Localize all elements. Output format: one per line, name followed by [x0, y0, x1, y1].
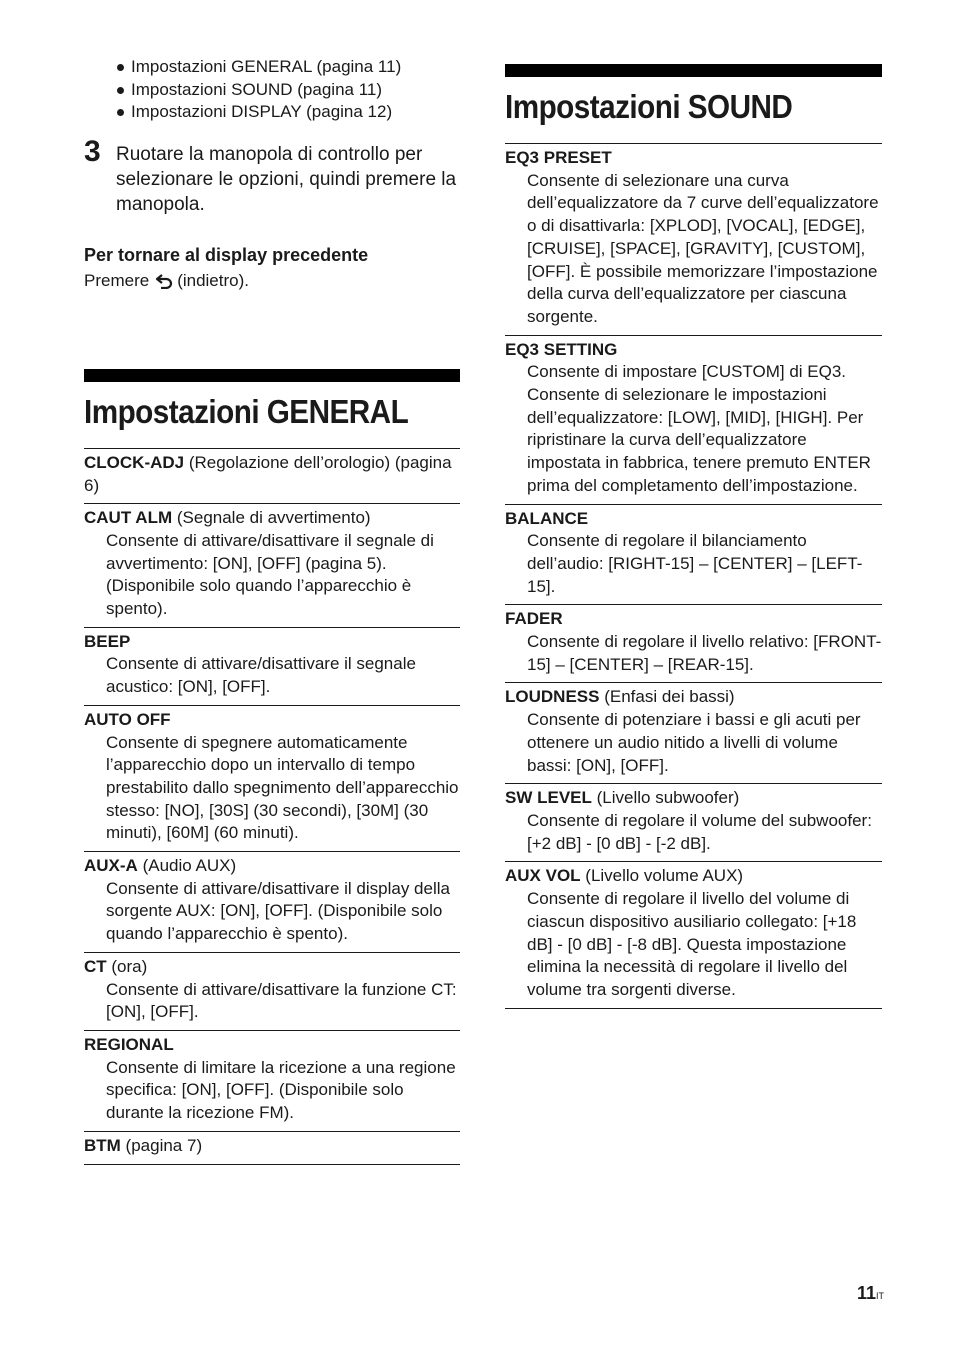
- setting-description: Consente di attivare/disattivare il segnale di avvertimento: [ON], [OFF] (pagina 5). (Disponibile solo quando l’apparecchio è spento).: [106, 530, 434, 619]
- setting-entry-heading: [505, 147, 882, 170]
- setting-name: CT: [84, 956, 107, 976]
- setting-entry-heading: [505, 608, 882, 631]
- setting-name: CLOCK-ADJ: [84, 452, 185, 472]
- back-arrow-icon: [155, 273, 173, 296]
- setting-name: BEEP: [84, 631, 131, 651]
- setting-name: BALANCE: [505, 508, 589, 528]
- setting-description: Consente di potenziare i bassi e gli acuti per ottenere un audio nitido a livelli di volume bassi: [ON], [OFF].: [527, 710, 861, 775]
- setting-entry: [505, 604, 882, 682]
- setting-name-suffix: (Segnale di avvertimento): [172, 508, 371, 528]
- setting-name: LOUDNESS: [505, 687, 600, 707]
- setting-entry-heading: [505, 865, 882, 888]
- setting-description: Consente di regolare il livello relativo: [FRONT-15] – [CENTER] – [REAR-15].: [527, 632, 882, 674]
- settings-bullet-list: [117, 56, 460, 124]
- setting-entry: [505, 143, 882, 335]
- back-text-after: (indietro).: [177, 271, 249, 291]
- section-bar: [84, 369, 460, 382]
- setting-entry-heading: [84, 1034, 460, 1057]
- bullet-item: Impostazioni GENERAL (pagina 11): [117, 56, 460, 79]
- setting-entry-heading: [84, 1135, 460, 1158]
- setting-name-suffix: (Enfasi dei bassi): [599, 687, 735, 707]
- setting-entry-heading: [505, 339, 882, 362]
- sound-entry-list: [505, 143, 882, 1009]
- back-text-before: Premere: [84, 271, 150, 291]
- setting-entry-heading: [84, 631, 460, 654]
- setting-name-suffix: (Regolazione dell’orologio) (pagina 6): [84, 452, 452, 495]
- setting-entry-heading: [84, 709, 460, 732]
- step-text: Ruotare la manopola di controllo per selezionare le opzioni, quindi premere la manopola.: [116, 144, 457, 216]
- setting-entry-heading: [84, 452, 460, 497]
- setting-entry: [84, 705, 460, 851]
- setting-entry: [505, 504, 882, 605]
- setting-name: FADER: [505, 609, 563, 629]
- setting-entry-heading: [505, 508, 882, 531]
- page-number: [857, 1282, 884, 1307]
- setting-entry: [505, 682, 882, 783]
- section-bar: [505, 64, 882, 77]
- setting-name-suffix: (Livello subwoofer): [591, 788, 740, 808]
- right-column: [505, 64, 882, 1009]
- step-3: [84, 135, 460, 217]
- setting-name: CAUT ALM: [84, 508, 173, 528]
- setting-name-suffix: (Livello volume AUX): [580, 866, 744, 886]
- setting-entry-heading: [505, 686, 882, 709]
- setting-name: AUX-A: [84, 856, 138, 876]
- setting-entry: [84, 952, 460, 1030]
- section-title-general: Impostazioni GENERAL: [84, 392, 409, 430]
- setting-entry-heading: [84, 855, 460, 878]
- setting-entry: [84, 851, 460, 952]
- setting-description: Consente di regolare il bilanciamento dell’audio: [RIGHT-15] – [CENTER] – [LEFT-15].: [527, 531, 863, 596]
- setting-name-suffix: (pagina 7): [120, 1135, 203, 1155]
- setting-description: Consente di limitare la ricezione a una regione specifica: [ON], [OFF]. (Disponibile solo durante la ricezione FM).: [106, 1057, 456, 1123]
- setting-description: Consente di regolare il volume del subwoofer: [+2 dB] - [0 dB] - [-2 dB].: [527, 810, 872, 853]
- setting-name: AUTO OFF: [84, 709, 171, 729]
- setting-entry: [505, 335, 882, 504]
- setting-name: EQ3 SETTING: [505, 339, 618, 359]
- setting-name: SW LEVEL: [505, 788, 592, 808]
- setting-description: Consente di regolare il livello del volume di ciascun dispositivo ausiliario collegato: [+18 dB] - [0 dB] - [-8 dB]. Questa impostazione elimina la necessità di regolare il livello del volume tra sorgenti diverse.: [527, 889, 857, 999]
- setting-description: Consente di impostare [CUSTOM] di EQ3. Consente di selezionare le impostazioni dell’equalizzatore: [LOW], [MID], [HIGH]. Per ripristinare la curva dell’equalizzatore impostata in fabbrica, tenere premuto ENTER prima del completamento dell’impostazione.: [527, 362, 871, 495]
- setting-entry-heading: [84, 507, 460, 530]
- setting-entry: [84, 627, 460, 705]
- page-number-value: 11: [857, 1283, 877, 1303]
- setting-name-suffix: (ora): [106, 956, 148, 976]
- bullet-item: Impostazioni SOUND (pagina 11): [117, 79, 460, 102]
- page-language: IT: [876, 1291, 885, 1301]
- setting-description: Consente di attivare/disattivare il display della sorgente AUX: [ON], [OFF]. (Disponibile solo quando l’apparecchio è spento).: [106, 878, 450, 944]
- general-entry-list: [84, 448, 460, 1165]
- back-heading: Per tornare al display precedente: [84, 245, 369, 266]
- section-title-sound: Impostazioni SOUND: [505, 88, 793, 125]
- setting-entry: [84, 1030, 460, 1131]
- back-instruction: [84, 270, 460, 296]
- left-column: [84, 56, 460, 1165]
- setting-entry-heading: [505, 787, 882, 810]
- setting-name: BTM: [84, 1135, 121, 1155]
- setting-entry-heading: [84, 956, 460, 979]
- setting-description: Consente di attivare/disattivare il segnale acustico: [ON], [OFF].: [106, 654, 416, 697]
- bullet-item: Impostazioni DISPLAY (pagina 12): [117, 101, 460, 124]
- step-number: 3: [84, 135, 101, 169]
- setting-entry: [84, 503, 460, 627]
- setting-entry: [84, 1131, 460, 1165]
- setting-name-suffix: (Audio AUX): [137, 856, 237, 876]
- setting-description: Consente di spegnere automaticamente l’apparecchio dopo un intervallo di tempo prestabilito dallo spegnimento dell’apparecchio stesso: [NO], [30S] (30 secondi), [30M] (30 minuti), [60M] (60 minuti).: [106, 732, 459, 843]
- setting-name: AUX VOL: [505, 866, 581, 886]
- setting-description: Consente di selezionare una curva dell’equalizzatore da 7 curve dell’equalizzatore o di disattivarla: [XPLOD], [VOCAL], [EDGE], [CRUISE], [SPACE], [GRAVITY], [CUSTOM], [OFF]. È possibile memorizzare l’impostazione della curva dell’equalizzatore per ciascuna sorgente.: [527, 170, 879, 326]
- setting-entry: [84, 448, 460, 503]
- setting-entry: [505, 861, 882, 1008]
- setting-description: Consente di attivare/disattivare la funzione CT: [ON], [OFF].: [106, 979, 457, 1022]
- setting-name: EQ3 PRESET: [505, 148, 612, 167]
- setting-name: REGIONAL: [84, 1034, 174, 1054]
- setting-entry: [505, 783, 882, 861]
